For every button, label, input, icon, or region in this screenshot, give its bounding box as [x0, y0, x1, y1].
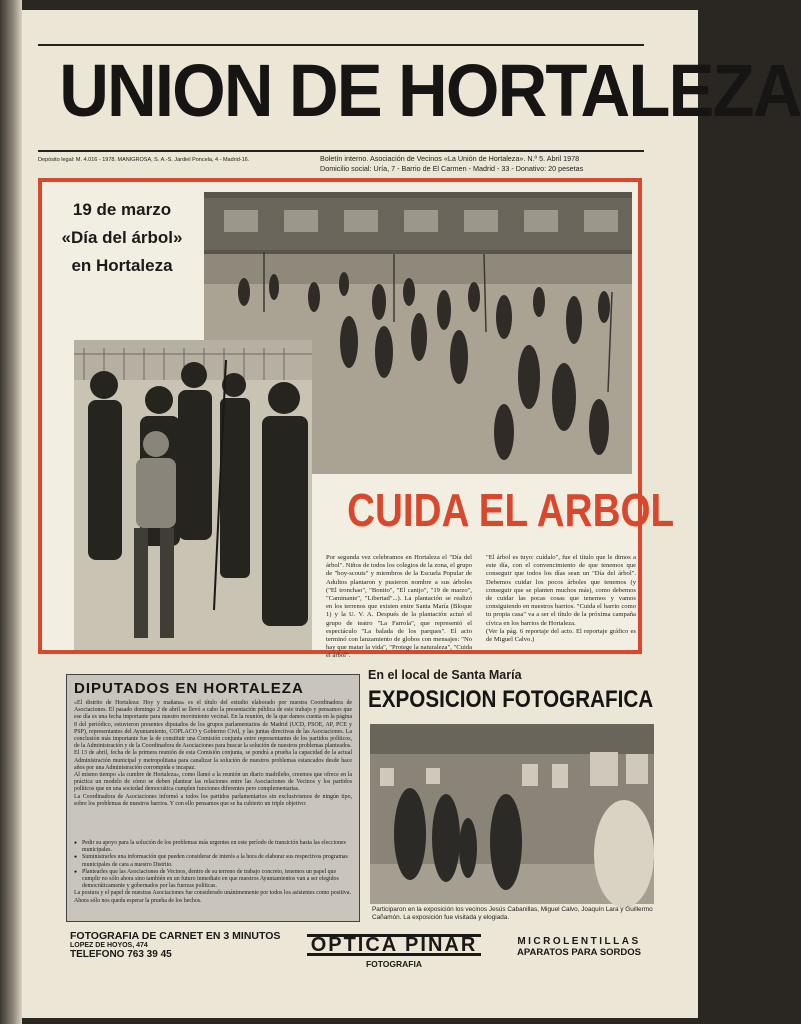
- feature-article-col-2: [486, 554, 636, 644]
- ad-right-line-2: APARATOS PARA SORDOS: [516, 947, 642, 958]
- ad-left-line-3: TELEFONO 763 39 45: [70, 949, 172, 960]
- diputados-p3: Al mismo tiempo «la cumbre de Hortaleza», como llamó a la reunión un diario madrileño, creemos que ofrece en la práctica un modelo de cómo se deben plantear las relaciones entre las Asociaciones de Vecinos y los partidos políticos que en una sociedad democrática cumplen funciones diferentes pero complementarias.: [74, 772, 352, 793]
- diputados-closing: La postura y el papel de nuestras Asociaciones fue considerado unánimemente por todos los asistentes como positiva. Ahora sólo nos queda esperar la prueba de los hechos.: [74, 890, 351, 904]
- bulletin-info: [320, 154, 650, 174]
- diputados-p4: La Coordinadora de Asociaciones informó a todos los partidos parlamentarios sin exclusivismos de ningún tipo, sobre los problemas de nuestros barrios. Y con ello pensamos que se ha cubierto un triple objetivo:: [74, 793, 352, 807]
- diputados-title: DIPUTADOS EN HORTALEZA: [74, 680, 304, 697]
- diputados-p2: El 13 de abril, fecha de la primera reunión de esta Comisión conjunta, se pondrá a prueba la capacidad de la actual Administración municipal y metropolitana para canalizar la solución de nuestros problemas estancados desde hace años por una Administración corrompida e incapaz.: [74, 750, 352, 771]
- ad-optica-pinar: [296, 934, 492, 969]
- ad-left-line-1: FOTOGRAFIA DE CARNET EN 3 MINUTOS: [70, 930, 281, 942]
- exposicion-caption: Participaron en la exposición los vecinos Jesús Cabanillas, Miguel Calvo, Joaquín Lara y Guillermo Cañamón. La exposición fue visitada y elogiada.: [372, 906, 653, 921]
- ad-microlentillas: [504, 936, 654, 958]
- list-item: ● Plantearles que las Asociaciones de Vecinos, dentro de su terreno de trabajo concreto, tenemos un papel que cumplir no sólo ahora sino también en un futuro inmediato en que nuestros Ayuntamientos van a ser elegidos democráticamente y gobernados por las fuerzas políticas.: [74, 869, 352, 891]
- book-spine: [0, 0, 22, 1024]
- diputados-body: [74, 700, 352, 808]
- masthead-title: UNION DE HORTALEZA: [59, 49, 801, 132]
- list-item: ● Pedir su apoyo para la solución de los problemas más urgentes en este período de transición hasta las elecciones municipales.: [74, 840, 352, 854]
- list-item: ● Suministrarles una información que pueden considerar de interés a la hora de elaborar sus respectivos programas municipales de cara a nuestro Distrito.: [74, 854, 352, 868]
- ad-left-line-2: LOPEZ DE HOYOS, 474: [70, 942, 148, 949]
- date-line-1: 19 de marzo: [72, 200, 172, 219]
- diputados-objectives-list: [74, 840, 352, 905]
- feature-article-note: (Ver la pág. 6 reportaje del acto. El reportaje gráfico es de Miguel Calvo.): [486, 627, 636, 644]
- ad-fotografia-carnet: [70, 930, 300, 960]
- masthead-rule-bottom: [38, 150, 644, 152]
- optica-pinar-logo: OPTICA PINAR: [307, 934, 482, 956]
- exposicion-kicker: En el local de Santa María: [368, 668, 522, 682]
- children-planting-photo: [74, 340, 312, 650]
- exposicion-photo: [370, 724, 654, 904]
- feature-article-col-2-text: "El árbol es tuyo: cuídalo", fue el título que le dimos a este día, con el convencimiento de que tenemos que conseguir que todos los días sean un "Día del árbol". Debemos cuidar los pocos árboles que tenemos (y conseguir que se planten muchos más), como debemos de cuidar las pocas cosas que tenemos y vamos consiguiendo en nuestros barrios. "Cuida el barrio como tu propia casa" va a ser el título de la próxima campaña cívica en los barrios de Hortaleza.: [486, 554, 636, 627]
- masthead-rule-top: [38, 44, 644, 46]
- feature-article-col-1: Por segunda vez celebramos en Hortaleza el "Día del árbol". Niños de todos los colegios de la zona, el grupo de "boy-scouts" y miembros de la Escuela Popular de Adultos plantaron y pusieron nombre a sus árboles ("El tronchao", "Bonito", "El canijo", "19 de marzo", "Caminante", "Libertad"...). La plantación se realizó en los terrenos que existen entre Santa María (Bloque 1) y la U. V. A. Después de la plantación actuó el grupo de teatro "La Farrola", que representó el espectáculo "La balada de los parques". El acto terminó con lanzamiento de globos con mensajes: "No hay que matar la vida", "Protege la naturaleza", "Cuida el árbol".: [326, 554, 472, 660]
- optica-pinar-sub: FOTOGRAFIA: [365, 959, 423, 969]
- feature-headline: CUIDA EL ARBOL: [347, 484, 675, 536]
- diputados-lead: «El distrito de Hortaleza: Hoy y mañana» es el título del estudio elaborado por nuestra Coordinadora de Asociaciones. El pasado domingo 2 de abril se llevó a cabo la presentación pública de este trabajo y pensamos que ese día es una fecha importante para nuestro movimiento vecinal. En la reunión, de la que damos cuenta en la página 8 del periódico, estuvieron presentes diputados de los grupos parlamentarios de Madrid (UCD, PSOE, AP, PCE y PSP), representantes del Ayuntamiento, COPLACO y Gobierno Civil, y las juntas directivas de las Asociaciones. La conclusión más importante fue la de constituir una Comisión conjunta entre representantes de los partidos políticos, de la Administración y de la Coordinadora de Asociaciones para buscar la solución de nuestros problemas planteados.: [74, 700, 352, 750]
- date-line-2: «Día del árbol»: [61, 228, 183, 247]
- date-line-3: en Hortaleza: [71, 256, 173, 275]
- feature-date-box: [44, 188, 200, 322]
- ad-right-line-1: MICROLENTILLAS: [517, 936, 641, 947]
- legal-deposit: Depósito legal: M. 4.016 - 1978. MANIGROSA, S. A.-S. Jardiel Poncela, 4 - Madrid-16.: [38, 157, 250, 163]
- exposicion-title: EXPOSICION FOTOGRAFICA: [368, 686, 654, 713]
- bulletin-line-2: Domicilio social: Uría, 7 - Barrio de El Carmen - Madrid - 33 - Donativo: 20 pesetas: [320, 164, 584, 173]
- bulletin-line-1: Boletín interno. Asociación de Vecinos «La Unión de Hortaleza». N.º 5. Abril 1978: [320, 154, 580, 163]
